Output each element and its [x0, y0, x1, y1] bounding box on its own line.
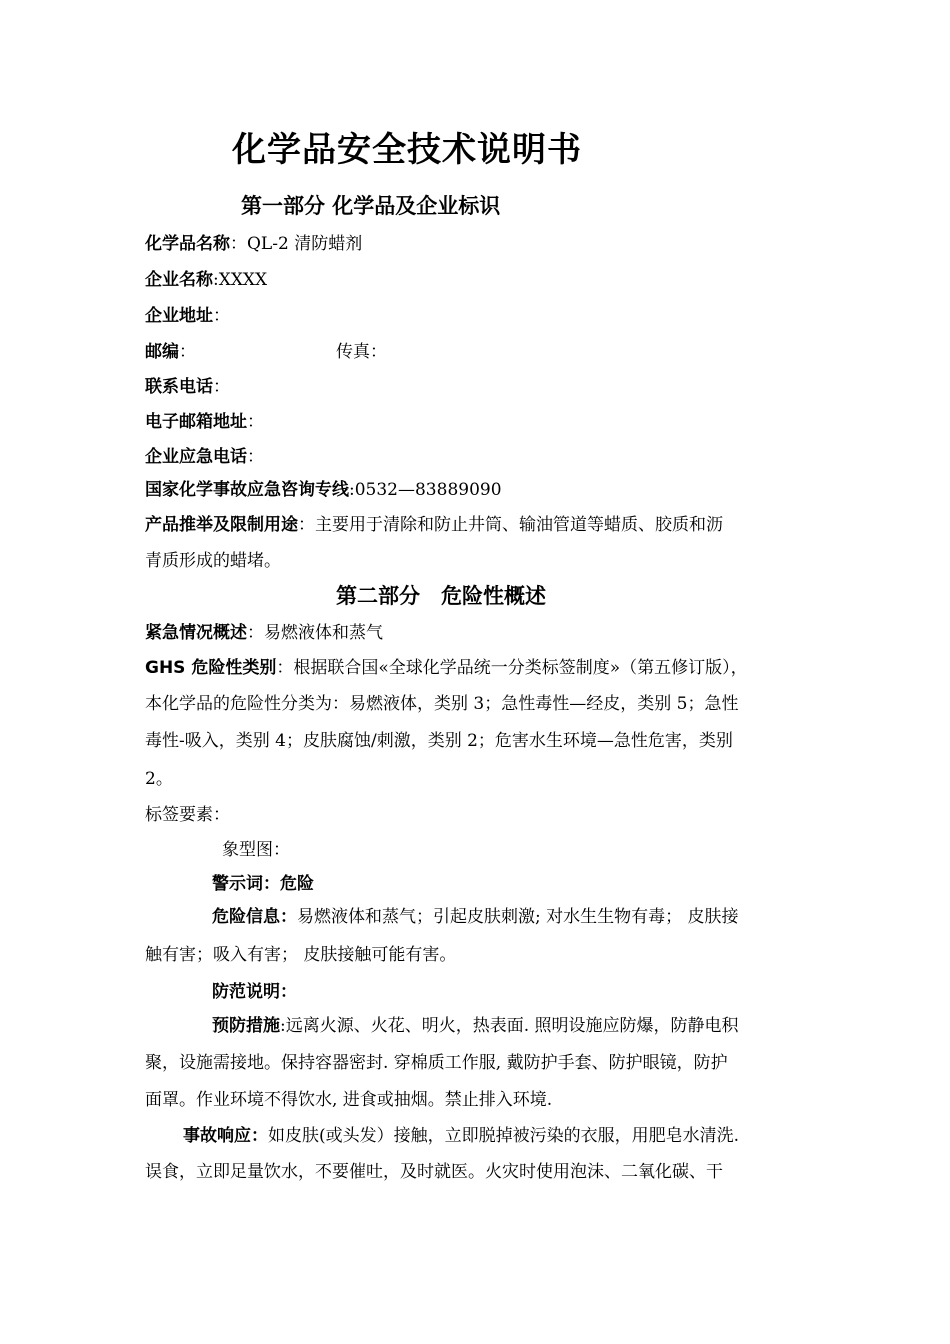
prevention-line-3: 面罩。作业环境不得饮水, 进食或抽烟。禁止排入环境.: [145, 1090, 553, 1110]
email-row: [145, 410, 264, 434]
ghs-line-4: 2。: [145, 769, 173, 789]
company-name-label: 企业名称: [145, 270, 213, 290]
product-name-row: [145, 232, 362, 256]
precaution-label: 防范说明：: [212, 982, 297, 1002]
label-elements: 标签要素：: [145, 805, 230, 825]
prevention-line-2: 聚，设施需接地。保持容器密封. 穿棉质工作服, 戴防护手套、防护眼镜，防护: [145, 1053, 728, 1073]
response-label: 事故响应：: [183, 1126, 268, 1146]
product-name-label: 化学品名称: [145, 234, 230, 254]
response-line-1: 如皮肤(或头发）接触，立即脱掉被污染的衣服，用肥皂水清洗.: [268, 1126, 740, 1146]
contact-phone-row: [145, 375, 230, 399]
company-name-row: [145, 268, 267, 292]
company-address-row: [145, 304, 230, 328]
hazard-info-row-1: [212, 905, 739, 929]
ghs-label: GHS 危险性类别: [145, 658, 277, 678]
fax-label: 传真：: [336, 342, 387, 362]
usage-label: 产品推举及限制用途: [145, 515, 298, 535]
emergency-overview-value: ：易燃液体和蒸气: [247, 623, 383, 643]
pictogram-label: 象型图：: [222, 840, 290, 860]
hazard-info-label: 危险信息：: [212, 907, 297, 927]
ghs-line-1: ：根据联合国«全球化学品统一分类标签制度»（第五修订版），: [276, 658, 748, 678]
ghs-line-2: 本化学品的危险性分类为：易燃液体，类别 3；急性毒性—经皮，类别 5；急性: [145, 694, 739, 714]
signal-word: 警示词：危险: [212, 874, 314, 894]
company-address-label: 企业地址: [145, 306, 213, 326]
emergency-overview-label: 紧急情况概述: [145, 623, 247, 643]
email-label: 电子邮箱地址: [145, 412, 247, 432]
contact-phone-value: ：: [213, 377, 230, 397]
ghs-row-1: [145, 656, 813, 680]
postcode-label: 邮编: [145, 342, 179, 362]
prevention-label: 预防措施: [212, 1016, 280, 1036]
prevention-row-1: [212, 1014, 739, 1038]
postcode-row: [145, 340, 196, 364]
email-value: ：: [247, 412, 264, 432]
part2-heading: 第二部分 危险性概述: [336, 584, 546, 608]
part1-heading: 第一部分 化学品及企业标识: [241, 194, 501, 218]
usage-value-2: 青质形成的蜡堵。: [145, 551, 281, 571]
hazard-info-line-2: 触有害；吸入有害； 皮肤接触可能有害。: [145, 945, 457, 965]
prevention-line-1: :远离火源、火花、明火，热表面. 照明设施应防爆，防静电积: [280, 1016, 739, 1036]
ghs-line-3: 毒性-吸入，类别 4；皮肤腐蚀/刺激，类别 2；危害水生环境—急性危害，类别: [145, 731, 733, 751]
national-hotline-label: 国家化学事故应急咨询专线: [145, 480, 349, 500]
hazard-info-line-1: 易燃液体和蒸气；引起皮肤刺激; 对水生生物有毒； 皮肤接: [297, 907, 739, 927]
emergency-phone-label: 企业应急电话: [145, 447, 247, 467]
usage-row-1: [145, 513, 723, 537]
response-row-1: [183, 1124, 739, 1148]
company-name-value: :XXXX: [213, 270, 268, 290]
postcode-value: ：: [179, 342, 196, 362]
usage-value-1: ：主要用于清除和防止井筒、输油管道等蜡质、胶质和沥: [298, 515, 723, 535]
response-line-2: 误食，立即足量饮水，不要催吐，及时就医。火灾时使用泡沫、二氧化碳、干: [145, 1162, 723, 1182]
emergency-phone-value: ：: [247, 447, 264, 467]
emergency-overview-row: [145, 621, 383, 645]
document-title: 化学品安全技术说明书: [232, 130, 582, 170]
product-name-value: ：QL-2 清防蜡剂: [230, 234, 363, 254]
company-address-value: ：: [213, 306, 230, 326]
contact-phone-label: 联系电话: [145, 377, 213, 397]
national-hotline-value: :0532—83889090: [349, 480, 502, 500]
national-hotline-row: [145, 478, 502, 502]
emergency-phone-row: [145, 445, 264, 469]
